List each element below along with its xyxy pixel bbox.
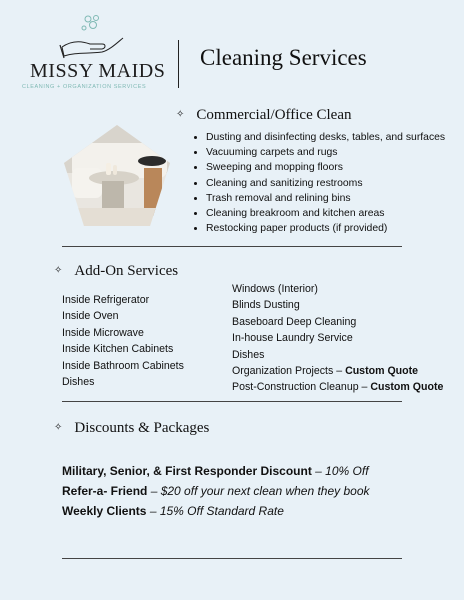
post-label: Post-Construction Cleanup – [232,381,371,394]
list-item: Inside Bathroom Cabinets [62,359,184,372]
list-item: • Cleaning breakroom and kitchen areas [206,206,445,221]
brand-name: MISSY MAIDS [30,60,166,82]
list-item: Inside Kitchen Cabinets [62,343,174,356]
list-item: • Vacuuming carpets and rugs [206,145,445,160]
org-quote: Custom Quote [345,365,419,378]
discount-name: Military, Senior, & First Responder Discount [62,464,312,478]
addons-heading-text: Add-On Services [74,263,179,279]
discount-value: – 10% Off [311,464,369,478]
list-item: Inside Oven [62,310,119,323]
list-item: In-house Laundry Service [232,332,353,345]
discounts-heading-text: Discounts & Packages [74,420,210,436]
list-item: Blinds Dusting [232,299,300,312]
discount-value: – $20 off your next clean when they book [147,484,370,498]
page-title: Cleaning Services [200,45,367,70]
list-item: • Dusting and disinfecting desks, tables, and surfaces [206,130,445,145]
discount-value: – 15% Off Standard Rate [146,504,284,518]
office-interior-photo [62,123,172,228]
list-item: Dishes [62,376,95,389]
addons-right-column [232,281,443,396]
addons-left-column [62,292,184,390]
sparkle-icon: ✧ [54,265,63,276]
section-divider [62,401,402,402]
section-divider [62,558,402,559]
list-item: Dishes [232,348,265,361]
list-item [232,363,443,379]
list-item: • Restocking paper products (if provided) [206,221,445,236]
header-divider [178,40,179,88]
brand-tagline: CLEANING + ORGANIZATION SERVICES [22,84,147,90]
discounts-heading [54,420,209,437]
list-item: • Trash removal and relining bins [206,191,445,206]
section-divider [62,246,402,247]
discounts-list [62,461,370,521]
discount-row [62,481,370,501]
commercial-heading-text: Commercial/Office Clean [196,107,352,123]
commercial-heading [176,107,351,124]
sparkle-icon: ✧ [54,422,63,433]
discount-name: Refer-a- Friend [62,484,148,498]
list-item [232,379,443,395]
list-item: Inside Refrigerator [62,294,150,306]
list-item: • Cleaning and sanitizing restrooms [206,176,445,191]
discount-row [62,501,370,521]
sparkle-icon: ✧ [176,109,185,120]
discount-row [62,461,370,481]
commercial-services-list [190,130,445,236]
post-quote: Custom Quote [370,381,444,394]
discount-name: Weekly Clients [62,504,147,518]
list-item: Windows (Interior) [232,283,318,295]
list-item: Inside Microwave [62,326,144,339]
list-item: • Sweeping and mopping floors [206,160,445,175]
addons-heading [54,263,178,280]
org-label: Organization Projects – [232,365,346,378]
list-item: Baseboard Deep Cleaning [232,315,357,328]
